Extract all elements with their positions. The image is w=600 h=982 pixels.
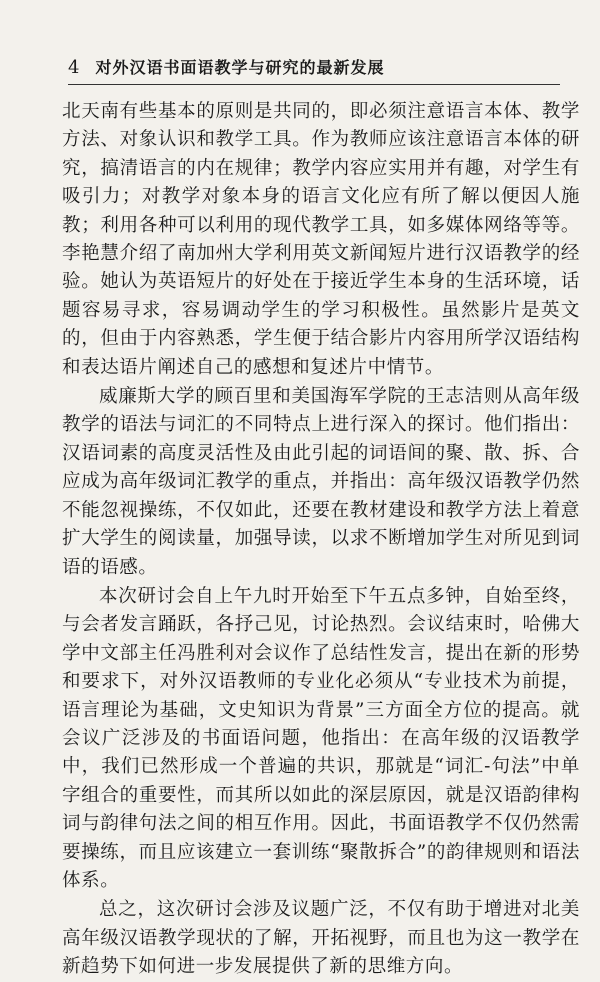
paragraph-2: 威廉斯大学的顾百里和美国海军学院的王志洁则从高年级教学的语法与词汇的不同特点上进行深入的探讨。他们指出：汉语词素的高度灵活性及由此引起的词语间的聚、散、拆、合应成为高年级词汇教学的重点，并指出：高年级汉语教学仍然不能忽视操练，不仅如此，还要在教材建设和教学方法上着意扩大学生的阅读量，加强导读，以求不断增加学生对所见到词语的语感。 (62, 386, 580, 578)
body-text (62, 98, 580, 982)
page-number: 4 (68, 57, 80, 78)
paragraph-4: 总之，这次研讨会涉及议题广泛，不仅有助于增进对北美高年级汉语教学现状的了解，开拓视野，而且也为这一教学在新趋势下如何进一步发展提供了新的思维方向。 (62, 899, 580, 978)
paragraph-1: 北天南有些基本的原则是共同的，即必须注意语言本体、教学方法、对象认识和教学工具。作为教师应该注意语言本体的研究，搞清语言的内在规律；教学内容应实用并有趣，对学生有吸引力；对教学对象本身的语言文化应有所了解以便因人施教；利用各种可以利用的现代教学工具，如多媒体网络等等。李艳慧介绍了南加州大学利用英文新闻短片进行汉语教学的经验。她认为英语短片的好处在于接近学生本身的生活环境，话题容易寻求，容易调动学生的学习积极性。虽然影片是英文的，但由于内容熟悉，学生便于结合影片内容用所学汉语结构和表达语片阐述自己的感想和复述片中情节。 (62, 101, 580, 378)
paragraph-3: 本次研讨会自上午九时开始至下午五点多钟，自始至终，与会者发言踊跃，各抒己见，讨论热烈。会议结束时，哈佛大学中文部主任冯胜利对会议作了总结性发言，提出在新的形势和要求下，对外汉语教师的专业化必须从“专业技术为前提，语言理论为基础，文史知识为背景”三方面全方位的提高。就会议广泛涉及的书面语问题，他指出：在高年级的汉语教学中，我们已然形成一个普遍的共识，那就是“词汇-句法”中单字组合的重要性，而其所以如此的深层原因，就是汉语韵律构词与韵律句法之间的相互作用。因此，书面语教学不仅仍然需要操练，而且应该建立一套训练“聚散拆合”的韵律规则和语法体系。 (62, 585, 580, 891)
running-title: 对外汉语书面语教学与研究的最新发展 (95, 58, 385, 77)
running-header (68, 50, 560, 85)
